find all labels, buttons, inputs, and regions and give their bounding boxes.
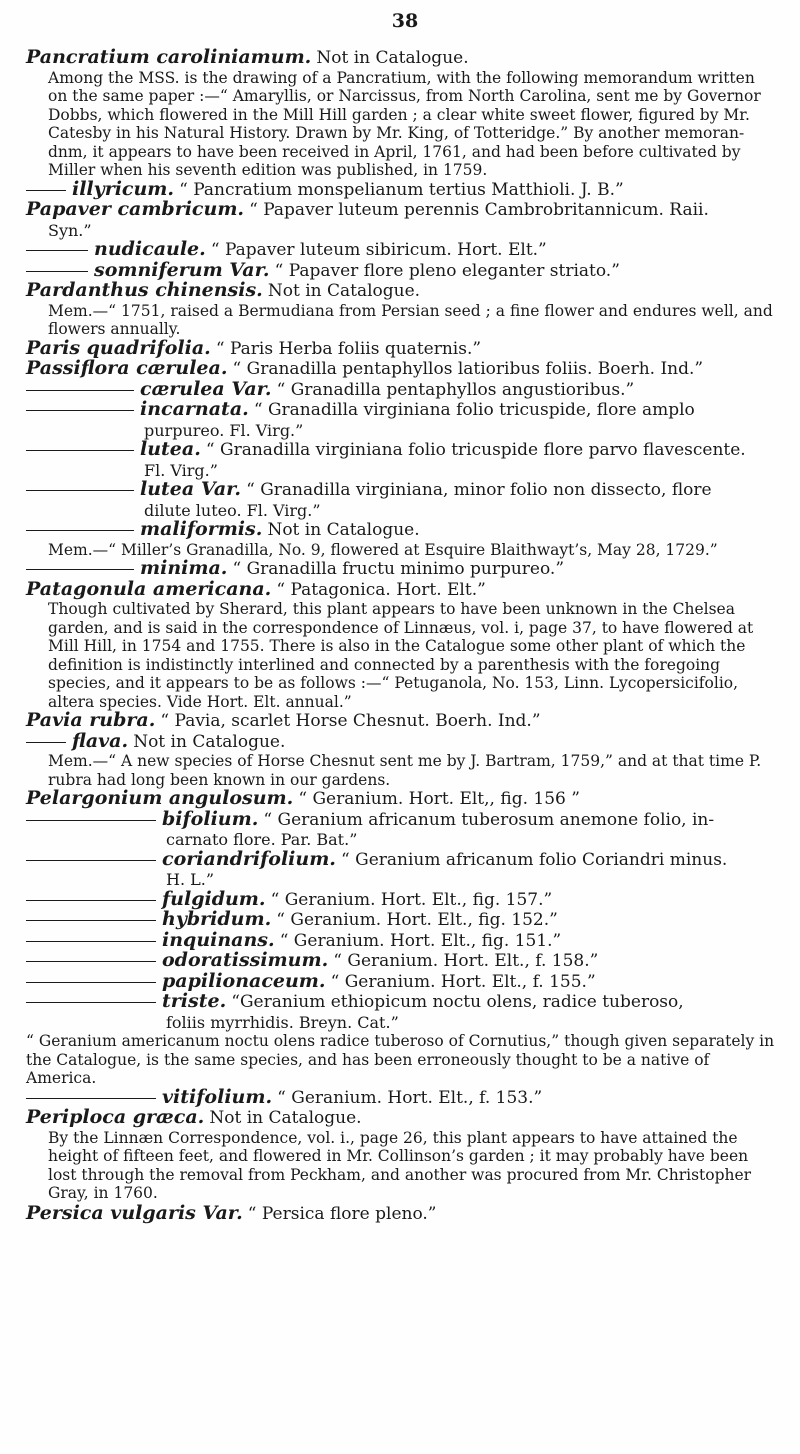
entry-passiflora — [26, 359, 776, 380]
ditto-dash — [26, 820, 156, 821]
species-name: triste. — [162, 990, 227, 1012]
species-name: lutea Var. — [140, 478, 242, 500]
species-name: nudicaule. — [94, 238, 206, 260]
synonym-text: “ Geranium. Hort. Elt., fig. 152.” — [276, 910, 558, 930]
synonym-text: “ Geranium. Hort. Elt., f. 158.” — [333, 951, 599, 971]
entry-species — [26, 992, 776, 1032]
species-name: bifolium. — [162, 807, 259, 830]
synonym-text: “ Geranium. Hort. Elt., f. 155.” — [330, 971, 596, 992]
entry-pavia — [26, 711, 776, 732]
entry-species — [26, 1085, 776, 1109]
species-name: cærulea Var. — [140, 377, 272, 400]
synonym-continuation: dilute luteo. Fl. Virg.” — [144, 500, 321, 520]
synonym-text: “ Papaver luteum sibiricum. Hort. Elt.” — [210, 240, 547, 260]
ditto-dash — [26, 920, 156, 921]
entry-species — [26, 729, 776, 753]
entry-species — [26, 400, 776, 440]
synonym-text: “ Persica flore pleno.” — [247, 1203, 437, 1224]
genus-name: Patagonula americana. — [26, 577, 272, 600]
synonym-text: “ Patagonica. Hort. Elt.” — [276, 579, 486, 600]
entry-paris — [26, 336, 776, 360]
entry-pancratium — [26, 48, 776, 69]
species-name: hybridum. — [162, 908, 272, 930]
synonym-text: “ Papaver luteum perennis Cambrobritannicum. Raii. — [249, 200, 709, 220]
ditto-dash — [26, 941, 156, 942]
ditto-dash — [26, 190, 66, 191]
entry-species — [26, 240, 776, 261]
genus-name: Pancratium caroliniamum. — [26, 46, 312, 68]
entry-note — [26, 302, 776, 339]
synonym-continuation: H. L.” — [166, 870, 215, 889]
entry-species — [26, 887, 776, 911]
synonym-text: “ Papaver flore pleno eleganter striato.” — [274, 260, 620, 281]
synonym-continuation: foliis myrrhidis. Breyn. Cat.” — [166, 1012, 399, 1032]
genus-name: Pavia rubra. — [26, 709, 156, 731]
synonym-continuation: Syn.” — [48, 220, 92, 240]
entry-species — [26, 928, 776, 952]
entry-note — [26, 600, 776, 711]
synonym-text: Not in Catalogue. — [316, 48, 469, 68]
note-text: “ Geranium americanum noctu olens radice tuberoso of Cornutius,” though given separately in the Catalogue, is the same species, and has been erroneously thought to be a native of America. — [26, 1032, 775, 1087]
synonym-text: Not in Catalogue. — [209, 1108, 362, 1128]
species-name: maliformis. — [140, 518, 263, 540]
synonym-text: “ Granadilla pentaphyllos angustioribus.” — [276, 379, 635, 400]
entry-species — [26, 559, 776, 580]
entry-species — [26, 807, 776, 850]
note-text: Among the MSS. is the drawing of a Pancratium, with the following memorandum written on the same paper :—“ Amaryllis, or Narcissus, from North Carolina, sent me by Governor Dobbs, which flowered in the Mill Hill garden ; a clear white sweet flower, figured by Mr. Catesby in his Natural History. Drawn by Mr. King, of Totteridge.” By another memoran-dnm, it appears to have been received in April, 1761, and had been before cultivated by Miller when his seventh edition was published, in 1759. — [48, 68, 761, 179]
species-name: somniferum Var. — [94, 258, 270, 281]
species-name: papilionaceum. — [162, 969, 326, 992]
page-number: 38 — [391, 10, 419, 32]
entry-species — [26, 440, 776, 480]
entry-periploca — [26, 1108, 776, 1129]
ditto-dash — [26, 390, 134, 391]
entry-pelargonium — [26, 789, 776, 810]
genus-name: Paris quadrifolia. — [26, 336, 211, 359]
entry-species — [26, 969, 776, 993]
entry-species — [26, 377, 776, 401]
ditto-dash — [26, 271, 88, 272]
entry-pardanthus — [26, 281, 776, 302]
entry-persica — [26, 1201, 776, 1225]
ditto-dash — [26, 530, 134, 531]
synonym-text: “Geranium ethiopicum noctu olens, radice tuberoso, — [231, 992, 684, 1012]
entry-note — [26, 1032, 776, 1088]
synonym-continuation: purpureo. Fl. Virg.” — [144, 420, 304, 440]
synonym-text: “ Geranium africanum folio Coriandri minus. — [341, 849, 728, 870]
species-name: coriandrifolium. — [162, 847, 336, 870]
entry-species — [26, 910, 776, 931]
entry-species — [26, 847, 776, 890]
genus-name: Papaver cambricum. — [26, 198, 245, 220]
ditto-dash — [26, 900, 156, 901]
synonym-text: “ Geranium. Hort. Elt., fig. 151.” — [279, 930, 562, 951]
ditto-dash — [26, 490, 134, 491]
entry-patagonula — [26, 577, 776, 601]
genus-name: Passiflora cærulea. — [26, 357, 228, 379]
species-name: minima. — [140, 557, 228, 579]
entry-note — [26, 69, 776, 180]
genus-name: Persica vulgaris Var. — [26, 1201, 243, 1224]
ditto-dash — [26, 961, 156, 962]
entry-note — [26, 752, 776, 789]
genus-name: Pelargonium angulosum. — [26, 787, 294, 809]
entry-species — [26, 177, 776, 201]
synonym-text: Not in Catalogue. — [267, 520, 420, 540]
species-name: odoratissimum. — [162, 949, 329, 971]
species-name: inquinans. — [162, 928, 275, 951]
synonym-text: “ Granadilla fructu minimo purpureo.” — [232, 559, 565, 579]
synonym-text: “ Granadilla virginiana folio tricuspide, flore amplo — [253, 400, 695, 420]
ditto-dash — [26, 1098, 156, 1099]
species-name: vitifolium. — [162, 1085, 273, 1108]
genus-name: Periploca græca. — [26, 1106, 205, 1128]
synonym-text: “ Geranium. Hort. Elt., fig. 157.” — [270, 889, 553, 910]
species-name: lutea. — [140, 438, 201, 460]
entry-papaver — [26, 200, 776, 240]
ditto-dash — [26, 860, 156, 861]
note-text: Mem.—“ 1751, raised a Bermudiana from Persian seed ; a fine flower and endures well, and flowers annually. — [48, 301, 773, 338]
ditto-dash — [26, 982, 156, 983]
ditto-dash — [26, 569, 134, 570]
synonym-text: “ Granadilla virginiana folio tricuspide flore parvo flavescente. — [205, 440, 746, 460]
ditto-dash — [26, 410, 134, 411]
species-name: flava. — [72, 729, 129, 752]
entry-species — [26, 480, 776, 520]
synonym-text: “ Pancratium monspelianum tertius Matthioli. J. B.” — [179, 179, 624, 200]
synonym-text: Not in Catalogue. — [133, 731, 286, 752]
entry-note — [26, 1129, 776, 1203]
synonym-continuation: Fl. Virg.” — [144, 460, 218, 480]
synonym-text: “ Geranium. Hort. Elt,, fig. 156 ” — [298, 789, 580, 809]
entry-list — [26, 48, 776, 1224]
synonym-text: “ Geranium. Hort. Elt., f. 153.” — [277, 1087, 543, 1108]
genus-name: Pardanthus chinensis. — [26, 279, 263, 301]
ditto-dash — [26, 742, 66, 743]
entry-note — [26, 541, 776, 560]
note-text: Mem.—“ A new species of Horse Chesnut sent me by J. Bartram, 1759,” and at that time P. rubra had long been known in our gardens. — [48, 752, 762, 789]
synonym-text: “ Paris Herba foliis quaternis.” — [215, 338, 482, 359]
ditto-dash — [26, 250, 88, 251]
synonym-text: Not in Catalogue. — [267, 281, 421, 301]
synonym-text: “ Granadilla virginiana, minor folio non dissecto, flore — [246, 480, 712, 500]
synonym-text: “ Pavia, scarlet Horse Chesnut. Boerh. Ind.” — [160, 711, 541, 731]
species-name: fulgidum. — [162, 887, 266, 910]
synonym-text: “ Geranium africanum tuberosum anemone folio, in- — [263, 809, 715, 830]
species-name: illyricum. — [72, 177, 175, 200]
note-text: Though cultivated by Sherard, this plant appears to have been unknown in the Chelsea garden, and is said in the correspondence of Linnæus, vol. i, page 37, to have flowered at Mill Hill, in 1754 and 1755. There is also in the Catalogue some other plant of which the definition is indistinctly interlined and connected by a parenthesis with the foregoing species, and it appears to be as follows :—“ Petuganola, No. 153, Linn. Lycopersicifolio, altera species. Vide Hort. Elt. annual.” — [48, 600, 754, 711]
species-name: incarnata. — [140, 398, 249, 420]
synonym-continuation: carnato flore. Par. Bat.” — [166, 830, 358, 849]
note-text: Mem.—“ Miller’s Granadilla, No. 9, flowered at Esquire Blaithwayt’s, May 28, 1729.” — [48, 540, 718, 559]
entry-species — [26, 258, 776, 282]
entry-species — [26, 951, 776, 972]
note-text: By the Linnæn Correspondence, vol. i., page 26, this plant appears to have attained the height of fifteen feet, and flowered in Mr. Collinson’s garden ; it may probably have been lost through the removal from Peckham, and another was procured from Mr. Christopher Gray, in 1760. — [48, 1128, 752, 1202]
ditto-dash — [26, 450, 134, 451]
entry-species — [26, 520, 776, 541]
ditto-dash — [26, 1002, 156, 1003]
synonym-text: “ Granadilla pentaphyllos latioribus foliis. Boerh. Ind.” — [232, 359, 704, 379]
